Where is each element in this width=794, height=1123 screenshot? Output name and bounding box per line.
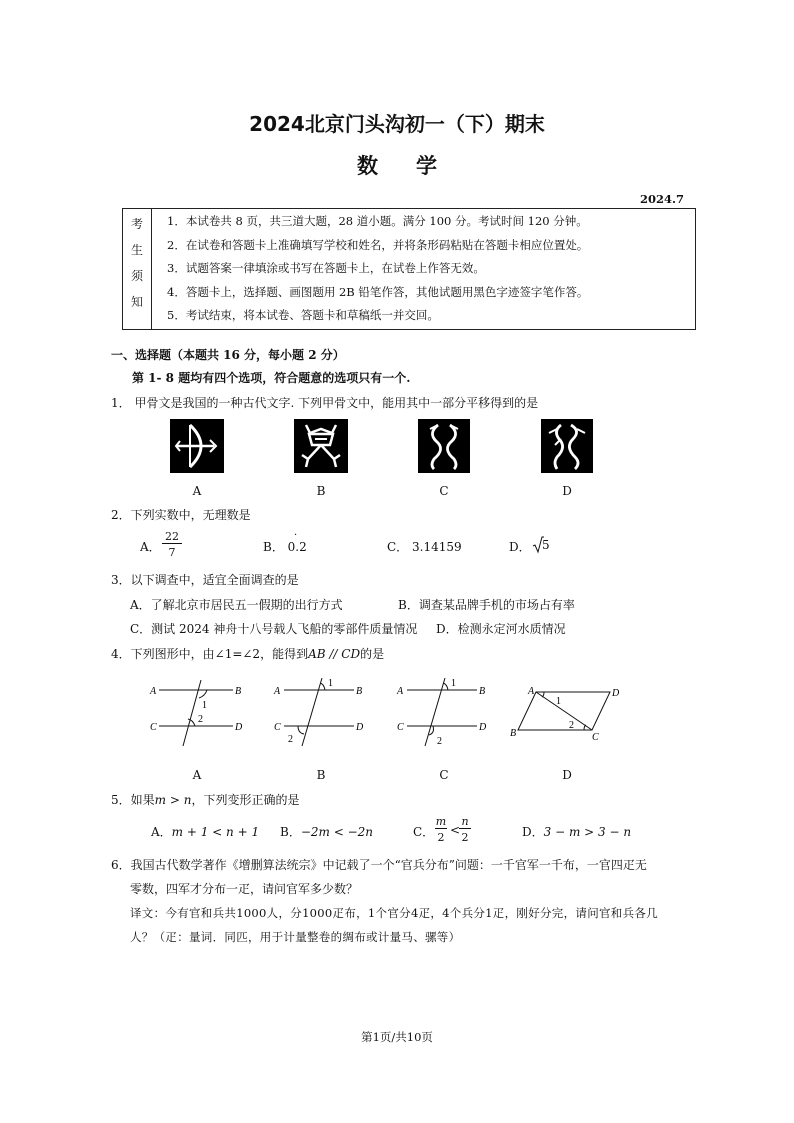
- section-instruction: 第 1- 8 题均有四个选项，符合题意的选项只有一个.: [132, 371, 411, 385]
- q5-option-a: [151, 823, 259, 840]
- q4-label-b: B: [316, 768, 326, 782]
- q5-option-a-prefix: A．: [151, 825, 172, 839]
- q3-stem: 3．以下调查中，适宜全面调查的是: [111, 573, 299, 587]
- q6-line1: 6．我国古代数学著作《增删算法统宗》中记载了一个“官兵分布”问题：一千官军一千布，一官四疋无: [111, 858, 647, 872]
- notice-item: 1．本试卷共 8 页，共三道大题，28 道小题。满分 100 分。考试时间 120 分钟。: [167, 214, 588, 228]
- q4-stem: [111, 645, 384, 662]
- angle-label: 1: [556, 696, 561, 707]
- notice-item: 5．考试结束，将本试卷、答题卡和草稿纸一并交回。: [167, 308, 439, 323]
- notice-table: [122, 208, 696, 330]
- q5-stem: [111, 791, 299, 808]
- point-label: B: [235, 686, 242, 697]
- q2-option-d-prefix: D．: [509, 540, 531, 554]
- q4-label-c: C: [439, 768, 449, 782]
- q4-figure-c: [393, 678, 503, 750]
- notice-heading: [123, 209, 152, 330]
- q5-stem-pre: 5．如果: [111, 793, 155, 807]
- q5-option-b-math: −2m < −2n: [300, 825, 373, 839]
- point-label: B: [510, 728, 517, 739]
- q2-option-a-numerator: 22: [162, 530, 182, 544]
- oracle-bone-image-d: [541, 419, 593, 473]
- q4-figure-d: [508, 682, 628, 746]
- notice-head-char: 考: [130, 217, 143, 231]
- q3-option-b: B．调查某品牌手机的市场占有率: [398, 598, 575, 612]
- q1-label-a: A: [192, 484, 202, 498]
- point-label: C: [150, 722, 157, 733]
- q5-option-c-m: m: [435, 815, 447, 828]
- angle-label: 2: [288, 734, 293, 745]
- angle-label: 1: [202, 700, 207, 711]
- q5-option-c-den1: 2: [437, 831, 445, 844]
- q4-stem-math: AB // CD: [308, 647, 361, 661]
- q5-option-a-math: m + 1 < n + 1: [171, 825, 260, 839]
- q5-option-b: [280, 823, 373, 840]
- notice-list: [152, 209, 696, 330]
- angle-label: 2: [198, 714, 203, 725]
- page-number: 第1页/共10页: [361, 1030, 433, 1044]
- point-label: D: [479, 722, 487, 733]
- point-label: C: [274, 722, 281, 733]
- point-label: D: [612, 688, 620, 699]
- q1-label-b: B: [316, 484, 326, 498]
- q2-option-c: C． 3.14159: [387, 540, 462, 554]
- q5-option-b-prefix: B．: [280, 825, 301, 839]
- q6-line2: 零数，四军才分布一疋，请问官军多少数？: [130, 882, 359, 896]
- oracle-bone-image-b: [294, 419, 348, 473]
- exam-title: 2024北京门头沟初一（下）期末: [249, 112, 545, 136]
- q3-option-c: C．测试 2024 神舟十八号载人飞船的零部件质量情况: [130, 622, 418, 636]
- q5-option-d: [522, 823, 631, 840]
- point-label: A: [150, 686, 157, 697]
- point-label: C: [397, 722, 404, 733]
- q1-label-c: C: [439, 484, 449, 498]
- q5-option-c-lt: <: [450, 823, 461, 837]
- q5-option-c-prefix: C．: [413, 825, 435, 839]
- q5-option-d-prefix: D．: [522, 825, 544, 839]
- q4-stem-pre: 4．下列图形中，由∠1=∠2，能得到: [111, 647, 309, 661]
- notice-item: 3．试题答案一律填涂或书写在答题卡上，在试卷上作答无效。: [167, 261, 485, 276]
- point-label: B: [356, 686, 363, 697]
- q4-figure-a: [145, 678, 255, 750]
- point-label: A: [397, 686, 404, 697]
- point-label: D: [235, 722, 243, 733]
- q2-option-d-radicand: 5: [542, 538, 550, 552]
- q5-option-c-den2: 2: [461, 831, 469, 844]
- q3-option-a: A．了解北京市居民五一假期的出行方式: [130, 598, 343, 612]
- q1-stem: 1． 甲骨文是我国的一种古代文字. 下列甲骨文中，能用其中一部分平移得到的是: [111, 396, 539, 410]
- q2-option-b: B． 0.2: [263, 540, 307, 554]
- angle-label: 2: [569, 720, 574, 731]
- q5-option-d-math: 3 − m > 3 − n: [543, 825, 632, 839]
- oracle-bone-image-a: [170, 419, 224, 473]
- point-label: A: [528, 686, 535, 697]
- q6-translation-line2: 人？（疋：量词．同匹，用于计量整卷的绸布或计量马、骡等）: [130, 930, 461, 944]
- q4-stem-post: 的是: [360, 647, 385, 661]
- q2-option-a-denominator: 7: [168, 546, 176, 559]
- q6-translation-line1: 译文：今有官和兵共1000人，分1000疋布，1个官分4疋，4个兵分1疋，刚好分完，请问官和兵各几: [130, 906, 658, 920]
- q5-stem-post: ，下列变形正确的是: [191, 793, 300, 807]
- notice-head-char: 须: [130, 269, 143, 283]
- section-title: 一、选择题（本题共 16 分，每小题 2 分）: [111, 348, 345, 362]
- q5-stem-math: m > n: [154, 793, 192, 807]
- oracle-bone-image-c: [418, 419, 470, 473]
- point-label: C: [592, 732, 599, 743]
- notice-item: 2．在试卷和答题卡上准确填写学校和姓名，并将条形码粘贴在答题卡相应位置处。: [167, 237, 589, 252]
- q5-option-c-n: n: [459, 815, 471, 829]
- q4-label-a: A: [192, 768, 202, 782]
- point-label: B: [479, 686, 486, 697]
- q1-label-d: D: [562, 484, 572, 498]
- exam-date: 2024.7: [639, 192, 684, 206]
- angle-label: 1: [328, 678, 333, 689]
- notice-head-char: 生: [130, 243, 143, 257]
- q2-option-a-prefix: A．: [140, 540, 161, 554]
- notice-item: 4．答题卡上，选择题、画图题用 2B 铅笔作答，其他试题用黑色字迹签字笔作答。: [167, 284, 589, 299]
- q4-figure-b: [270, 678, 380, 750]
- angle-label: 2: [437, 736, 442, 747]
- notice-head-char: 知: [130, 295, 143, 309]
- point-label: A: [274, 686, 281, 697]
- q4-label-d: D: [562, 768, 572, 782]
- q3-option-d: D．检测永定河水质情况: [436, 622, 566, 636]
- point-label: D: [356, 722, 364, 733]
- subject-title: 数学: [357, 154, 475, 178]
- angle-label: 1: [451, 678, 456, 689]
- q2-option-b-dot: ·: [294, 530, 298, 541]
- q2-stem: 2．下列实数中，无理数是: [111, 508, 251, 522]
